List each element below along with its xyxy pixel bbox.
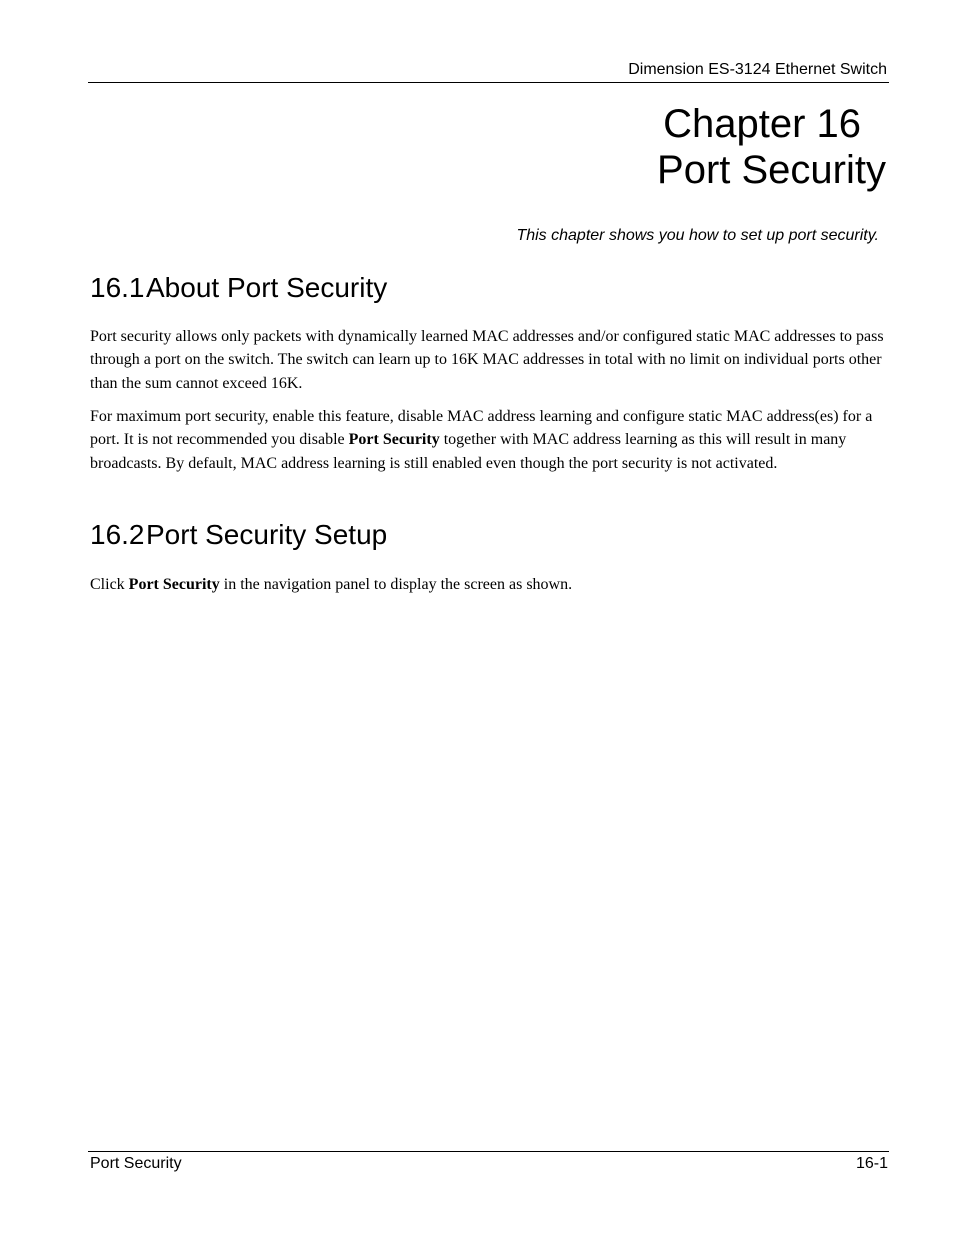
page-number: 16-1	[855, 1155, 888, 1172]
paragraph-text: in the navigation panel to display the screen as shown.	[219, 576, 573, 593]
chapter-label: Chapter 16	[663, 102, 861, 146]
paragraph-text: For maximum port security, enable this feature, disable MAC address learning and configure static MAC address(es) for a port. It is not recommended you disable	[90, 408, 873, 449]
running-header: Dimension ES-3124 Ethernet Switch	[628, 61, 887, 78]
paragraph-bold-text: Port Security	[128, 576, 220, 593]
section-heading-16-1	[90, 271, 387, 305]
paragraph	[90, 573, 885, 596]
paragraph-bold-text: Port Security	[348, 431, 440, 449]
section-number: 16.2	[90, 519, 145, 550]
paragraph	[90, 405, 885, 475]
section-title: Port Security Setup	[146, 519, 388, 550]
footer-section-name: Port Security	[90, 1155, 182, 1172]
paragraph-text: together with MAC address learning as this will result in many broadcasts. By default, MAC address learning is still enabled even though the port security is not activated.	[90, 431, 847, 472]
section-heading-16-2	[90, 518, 387, 552]
footer-rule	[88, 1151, 889, 1152]
chapter-intro: This chapter shows you how to set up port security.	[516, 227, 879, 244]
paragraph: Port security allows only packets with dynamically learned MAC addresses and/or configured static MAC addresses to pass through a port on the switch. The switch can learn up to 16K MAC addresses in total with no limit on individual ports other than the sum cannot exceed 16K.	[90, 328, 884, 392]
paragraph-text: Click	[90, 576, 129, 593]
section-title: About Port Security	[146, 272, 388, 303]
section-number: 16.1	[90, 272, 145, 303]
header-rule	[88, 82, 889, 83]
chapter-title	[400, 101, 886, 193]
chapter-name: Port Security	[657, 148, 886, 192]
